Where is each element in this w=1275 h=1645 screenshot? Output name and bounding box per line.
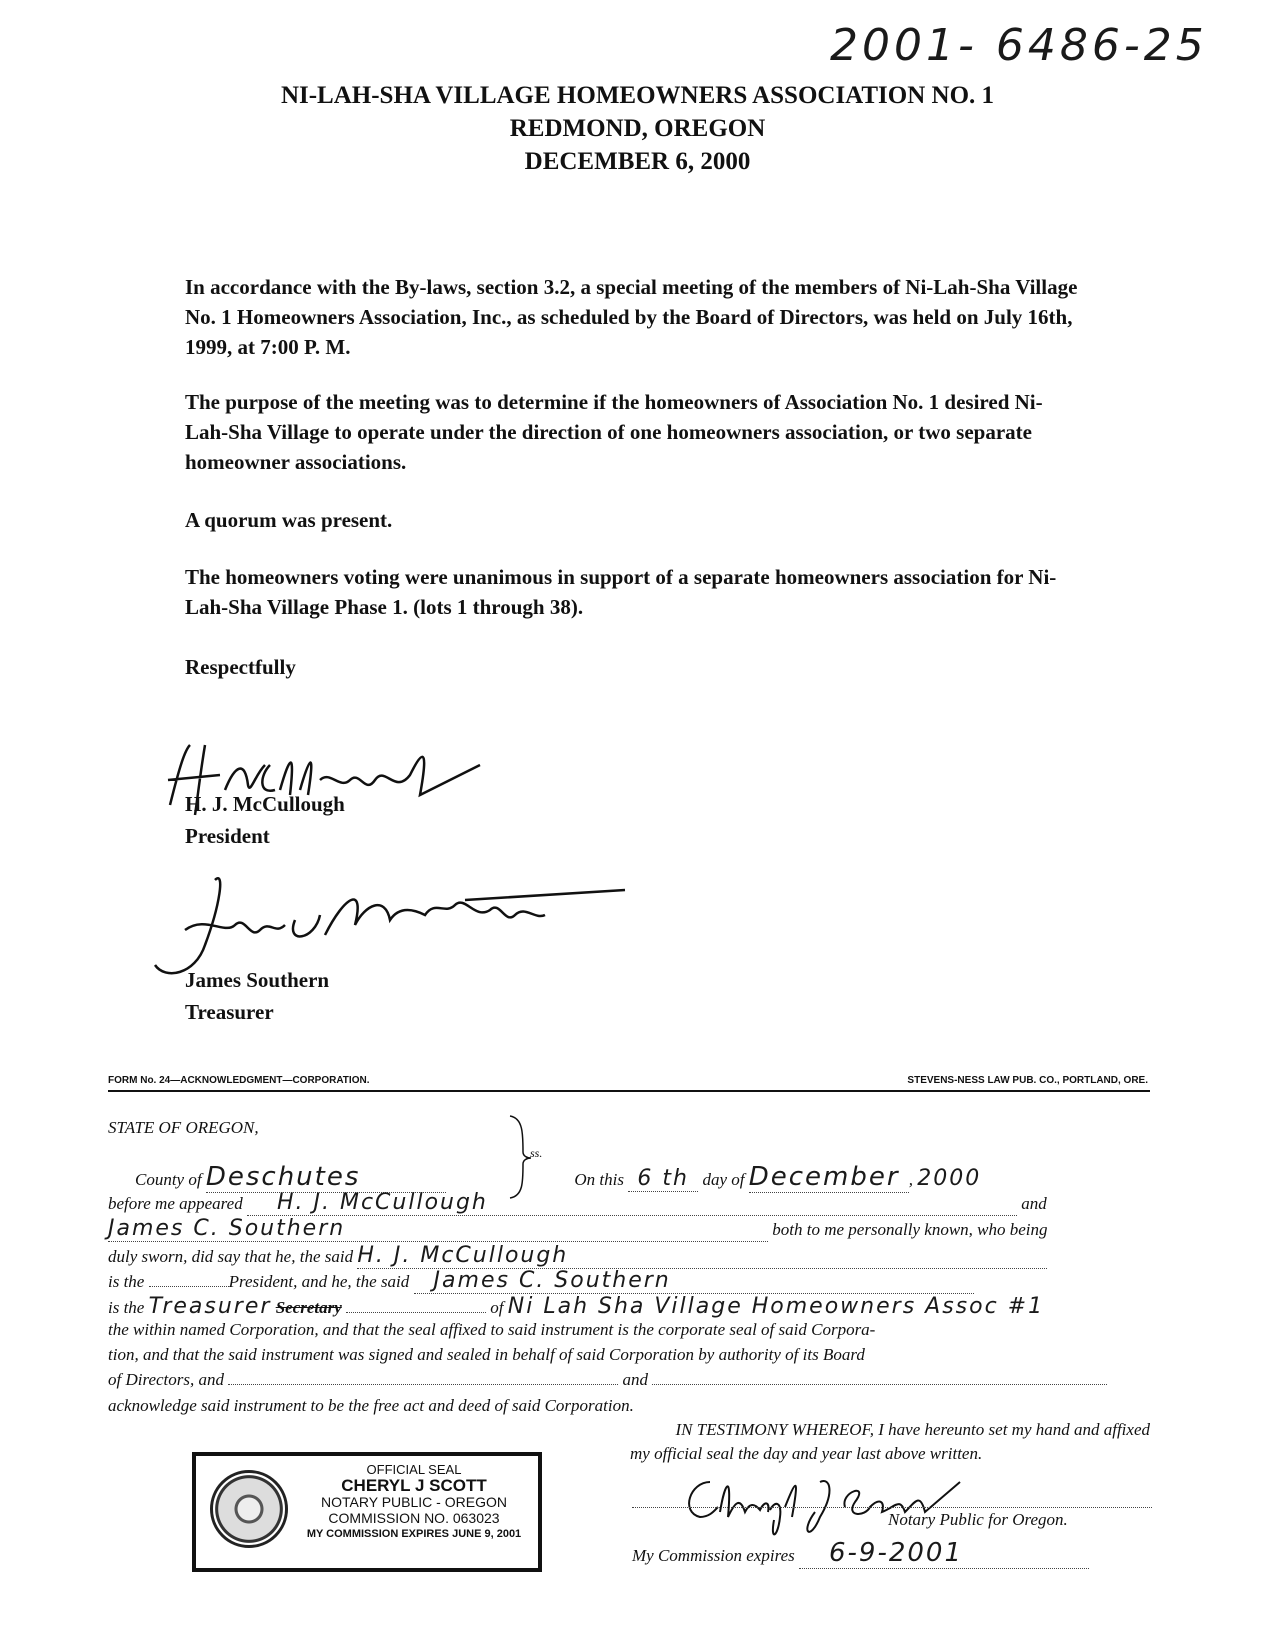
- day-value: 6 th: [637, 1166, 689, 1191]
- seal-line-2: CHERYL J SCOTT: [341, 1476, 487, 1495]
- paragraph-vote: The homeowners voting were unanimous in support of a separate homeowners association for Ni-Lah-Sha Village Phase 1. (lots 1 through 38).: [185, 565, 1057, 619]
- form-number-label: FORM No. 24—ACKNOWLEDGMENT—CORPORATION.: [108, 1075, 370, 1086]
- of-label: of: [490, 1298, 504, 1317]
- seal-line-3: NOTARY PUBLIC - OREGON: [321, 1494, 507, 1510]
- notary-label: Notary Public for Oregon.: [888, 1510, 1068, 1529]
- corporation-text-2: tion, and that the said instrument was signed and sealed in behalf of said Corporation by authority of its Board: [108, 1345, 865, 1364]
- commission-label: My Commission expires: [632, 1546, 795, 1565]
- year-value: 2000: [917, 1166, 982, 1191]
- publisher-label: STEVENS-NESS LAW PUB. CO., PORTLAND, ORE.: [907, 1075, 1148, 1086]
- of-directors-label: of Directors, and: [108, 1370, 225, 1389]
- president-line: [108, 1268, 1148, 1294]
- is-the-label: is the: [108, 1272, 145, 1291]
- paragraph-quorum: A quorum was present.: [185, 508, 393, 532]
- seal-line-1: OFFICIAL SEAL: [366, 1462, 462, 1477]
- person2-line: [108, 1216, 1148, 1242]
- is-the-2-label: is the: [108, 1298, 145, 1317]
- handwritten-record-number: 2001- 6486-25: [830, 20, 1208, 71]
- duly-sworn-label: duly sworn, did say that he, the said: [108, 1247, 354, 1266]
- on-this-label: On this: [574, 1170, 624, 1189]
- notary-signature: [670, 1462, 1030, 1542]
- testimony-line-1: IN TESTIMONY WHEREOF, I have hereunto set my hand and affixed: [675, 1420, 1150, 1439]
- county-value: Deschutes: [205, 1162, 361, 1192]
- paragraph-meeting: In accordance with the By-laws, section 3.2, a special meeting of the members of Ni-Lah-Sha Village No. 1 Homeowners Association, Inc., as scheduled by the Board of Directors, was held on July 16th, 1999, at 7:00 P. M.: [185, 275, 1078, 359]
- signer-title-treasurer: Treasurer: [185, 1000, 274, 1024]
- and-label: and: [1021, 1194, 1047, 1213]
- person1-again-value: H. J. McCullough: [357, 1243, 569, 1268]
- state-seal-icon: [210, 1470, 288, 1548]
- paragraph-purpose: The purpose of the meeting was to determine if the homeowners of Association No. 1 desired Ni-Lah-Sha Village to operate under the direction of one homeowners association, or two separate homeowner associations.: [185, 390, 1043, 474]
- office-value: Treasurer: [148, 1294, 272, 1319]
- county-date-line: County of Deschutes On this 6 th day of December , 2000: [135, 1162, 982, 1192]
- president-text: President, and he, the said: [228, 1272, 410, 1291]
- state-label: STATE OF OREGON,: [108, 1118, 259, 1137]
- person2-value: James C. Southern: [108, 1216, 346, 1241]
- county-label: County of: [135, 1170, 202, 1189]
- month-value: December: [748, 1162, 900, 1192]
- notary-seal: [192, 1452, 542, 1572]
- appeared-line: [108, 1190, 1148, 1216]
- before-me-label: before me appeared: [108, 1194, 243, 1213]
- signer-title-president: President: [185, 824, 270, 848]
- form-divider: [108, 1090, 1150, 1092]
- signer-name-treasurer: James Southern: [185, 968, 330, 992]
- notary-signature-line: [632, 1505, 1152, 1508]
- signer-name-president: H. J. McCullough: [185, 792, 345, 816]
- commission-value: 6-9-2001: [829, 1538, 964, 1568]
- directors-line: [108, 1370, 1148, 1390]
- title-line-1: NI-LAH-SHA VILLAGE HOMEOWNERS ASSOCIATION NO. 1: [280, 82, 995, 109]
- office-line: [108, 1294, 1148, 1319]
- sworn-line: [108, 1243, 1148, 1269]
- title-line-3: DECEMBER 6, 2000: [524, 148, 751, 175]
- person1-value: H. J. McCullough: [276, 1190, 488, 1215]
- testimony-line-2: my official seal the day and year last above written.: [630, 1444, 983, 1463]
- person2-again-value: James C. Southern: [433, 1268, 671, 1293]
- day-of-label: day of: [702, 1170, 745, 1189]
- acknowledge-line: acknowledge said instrument to be the free act and deed of said Corporation.: [108, 1396, 634, 1415]
- commission-line: [632, 1538, 1089, 1569]
- ss-label: ss.: [530, 1146, 543, 1160]
- state-line: [108, 1118, 1148, 1138]
- both-known-label: both to me personally known, who being: [772, 1220, 1048, 1239]
- closing-respectfully: Respectfully: [185, 655, 296, 679]
- form-header: [108, 1075, 1148, 1089]
- corporation-value: Ni Lah Sha Village Homeowners Assoc #1: [507, 1294, 1045, 1319]
- corporation-text-1: the within named Corporation, and that the seal affixed to said instrument is the corporate seal of said Corpora-: [108, 1320, 876, 1339]
- title-line-2: REDMOND, OREGON: [509, 115, 766, 142]
- and-2-label: and: [622, 1370, 649, 1389]
- secretary-struck: Secretary: [275, 1298, 342, 1317]
- seal-line-5: MY COMMISSION EXPIRES JUNE 9, 2001: [306, 1528, 522, 1540]
- seal-line-4: COMMISSION NO. 063023: [328, 1510, 500, 1526]
